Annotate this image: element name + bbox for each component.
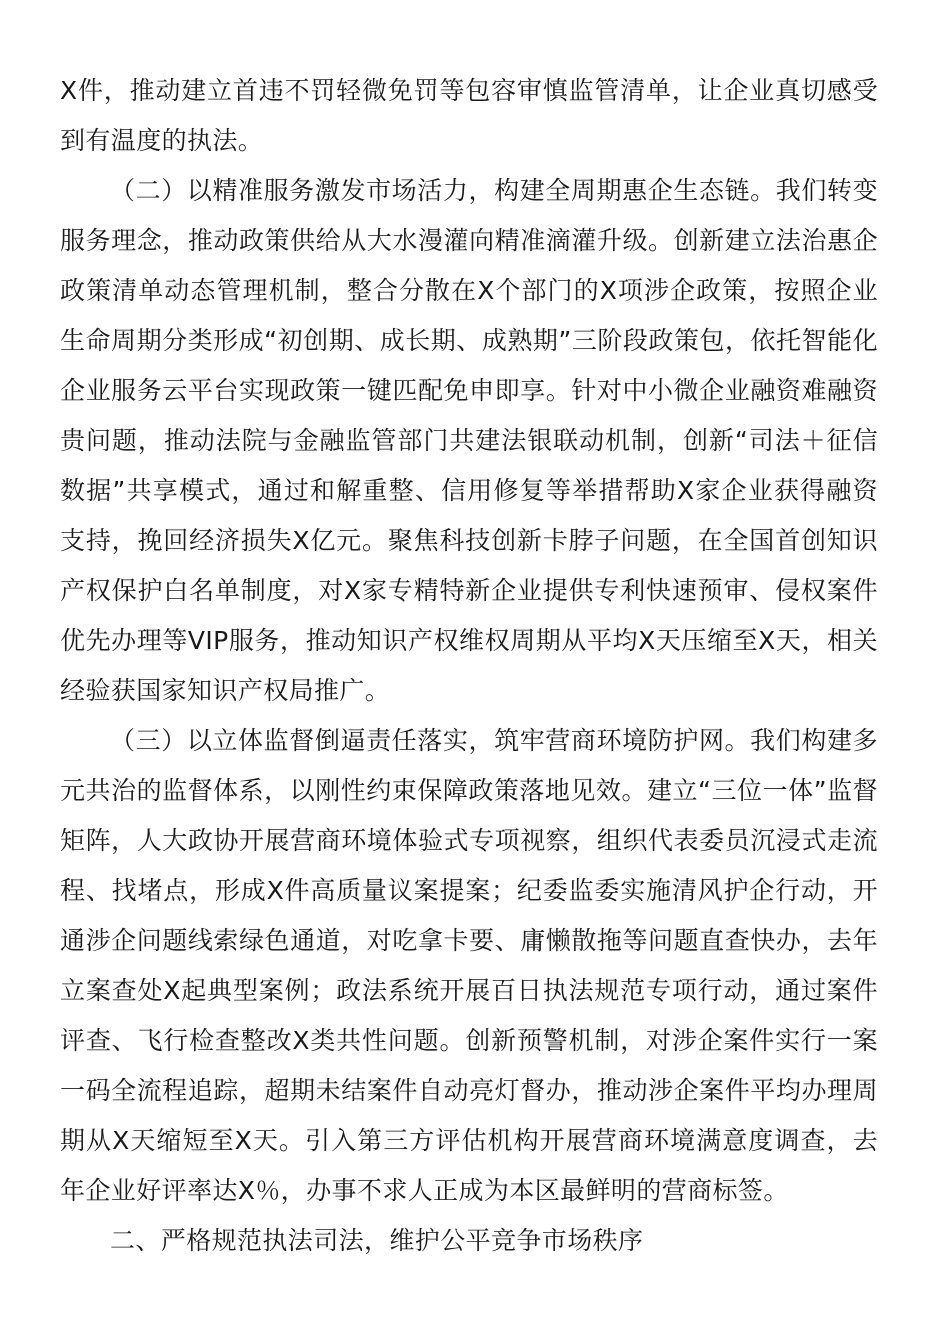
paragraph-section-three: （三）以立体监督倒逼责任落实，筑牢营商环境防护网。我们构建多元共治的监督体系，以刚性约束保障政策落地见效。建立“三位一体”监督矩阵，人大政协开展营商环境体验式专项视察，组织代表委员沉浸式走流程、找堵点，形成X件高质量议案提案；纪委监委实施清风护企行动，开通涉企问题线索绿色通道，对吃拿卡要、庸懒散拖等问题直查快办，去年立案查处X起典型案例；政法系统开展百日执法规范专项行动，通过案件评查、飞行检查整改X类共性问题。创新预警机制，对涉企案件实行一案一码全流程追踪，超期未结案件自动亮灯督办，推动涉企案件平均办理周期从X天缩短至X天。引入第三方评估机构开展营商环境满意度调查，去年企业好评率达X％，办事不求人正成为本区最鲜明的营商标签。 (60, 726, 878, 1205)
paragraph-section-two: （二）以精准服务激发市场活力，构建全周期惠企生态链。我们转变服务理念，推动政策供给从大水漫灌向精准滴灌升级。创新建立法治惠企政策清单动态管理机制，整合分散在X个部门的X项涉企政策，按照企业生命周期分类形成“初创期、成长期、成熟期”三阶段政策包，依托智能化企业服务云平台实现政策一键匹配免申即享。针对中小微企业融资难融资贵问题，推动法院与金融监管部门共建法银联动机制，创新“司法＋征信数据”共享模式，通过和解重整、信用修复等举措帮助X家企业获得融资支持，挽回经济损失X亿元。聚焦科技创新卡脖子问题，在全国首创知识产权保护白名单制度，对X家专精特新企业提供专利快速预审、侵权案件优先办理等VIP服务，推动知识产权维权周期从平均X天压缩至X天，相关经验获国家知识产权局推广。 (60, 176, 878, 705)
section-heading: 二、严格规范执法司法，维护公平竞争市场秩序 (110, 1226, 644, 1255)
paragraph-continuation: X件，推动建立首违不罚轻微免罚等包容审慎监管清单，让企业真切感受到有温度的执法。 (60, 76, 878, 155)
